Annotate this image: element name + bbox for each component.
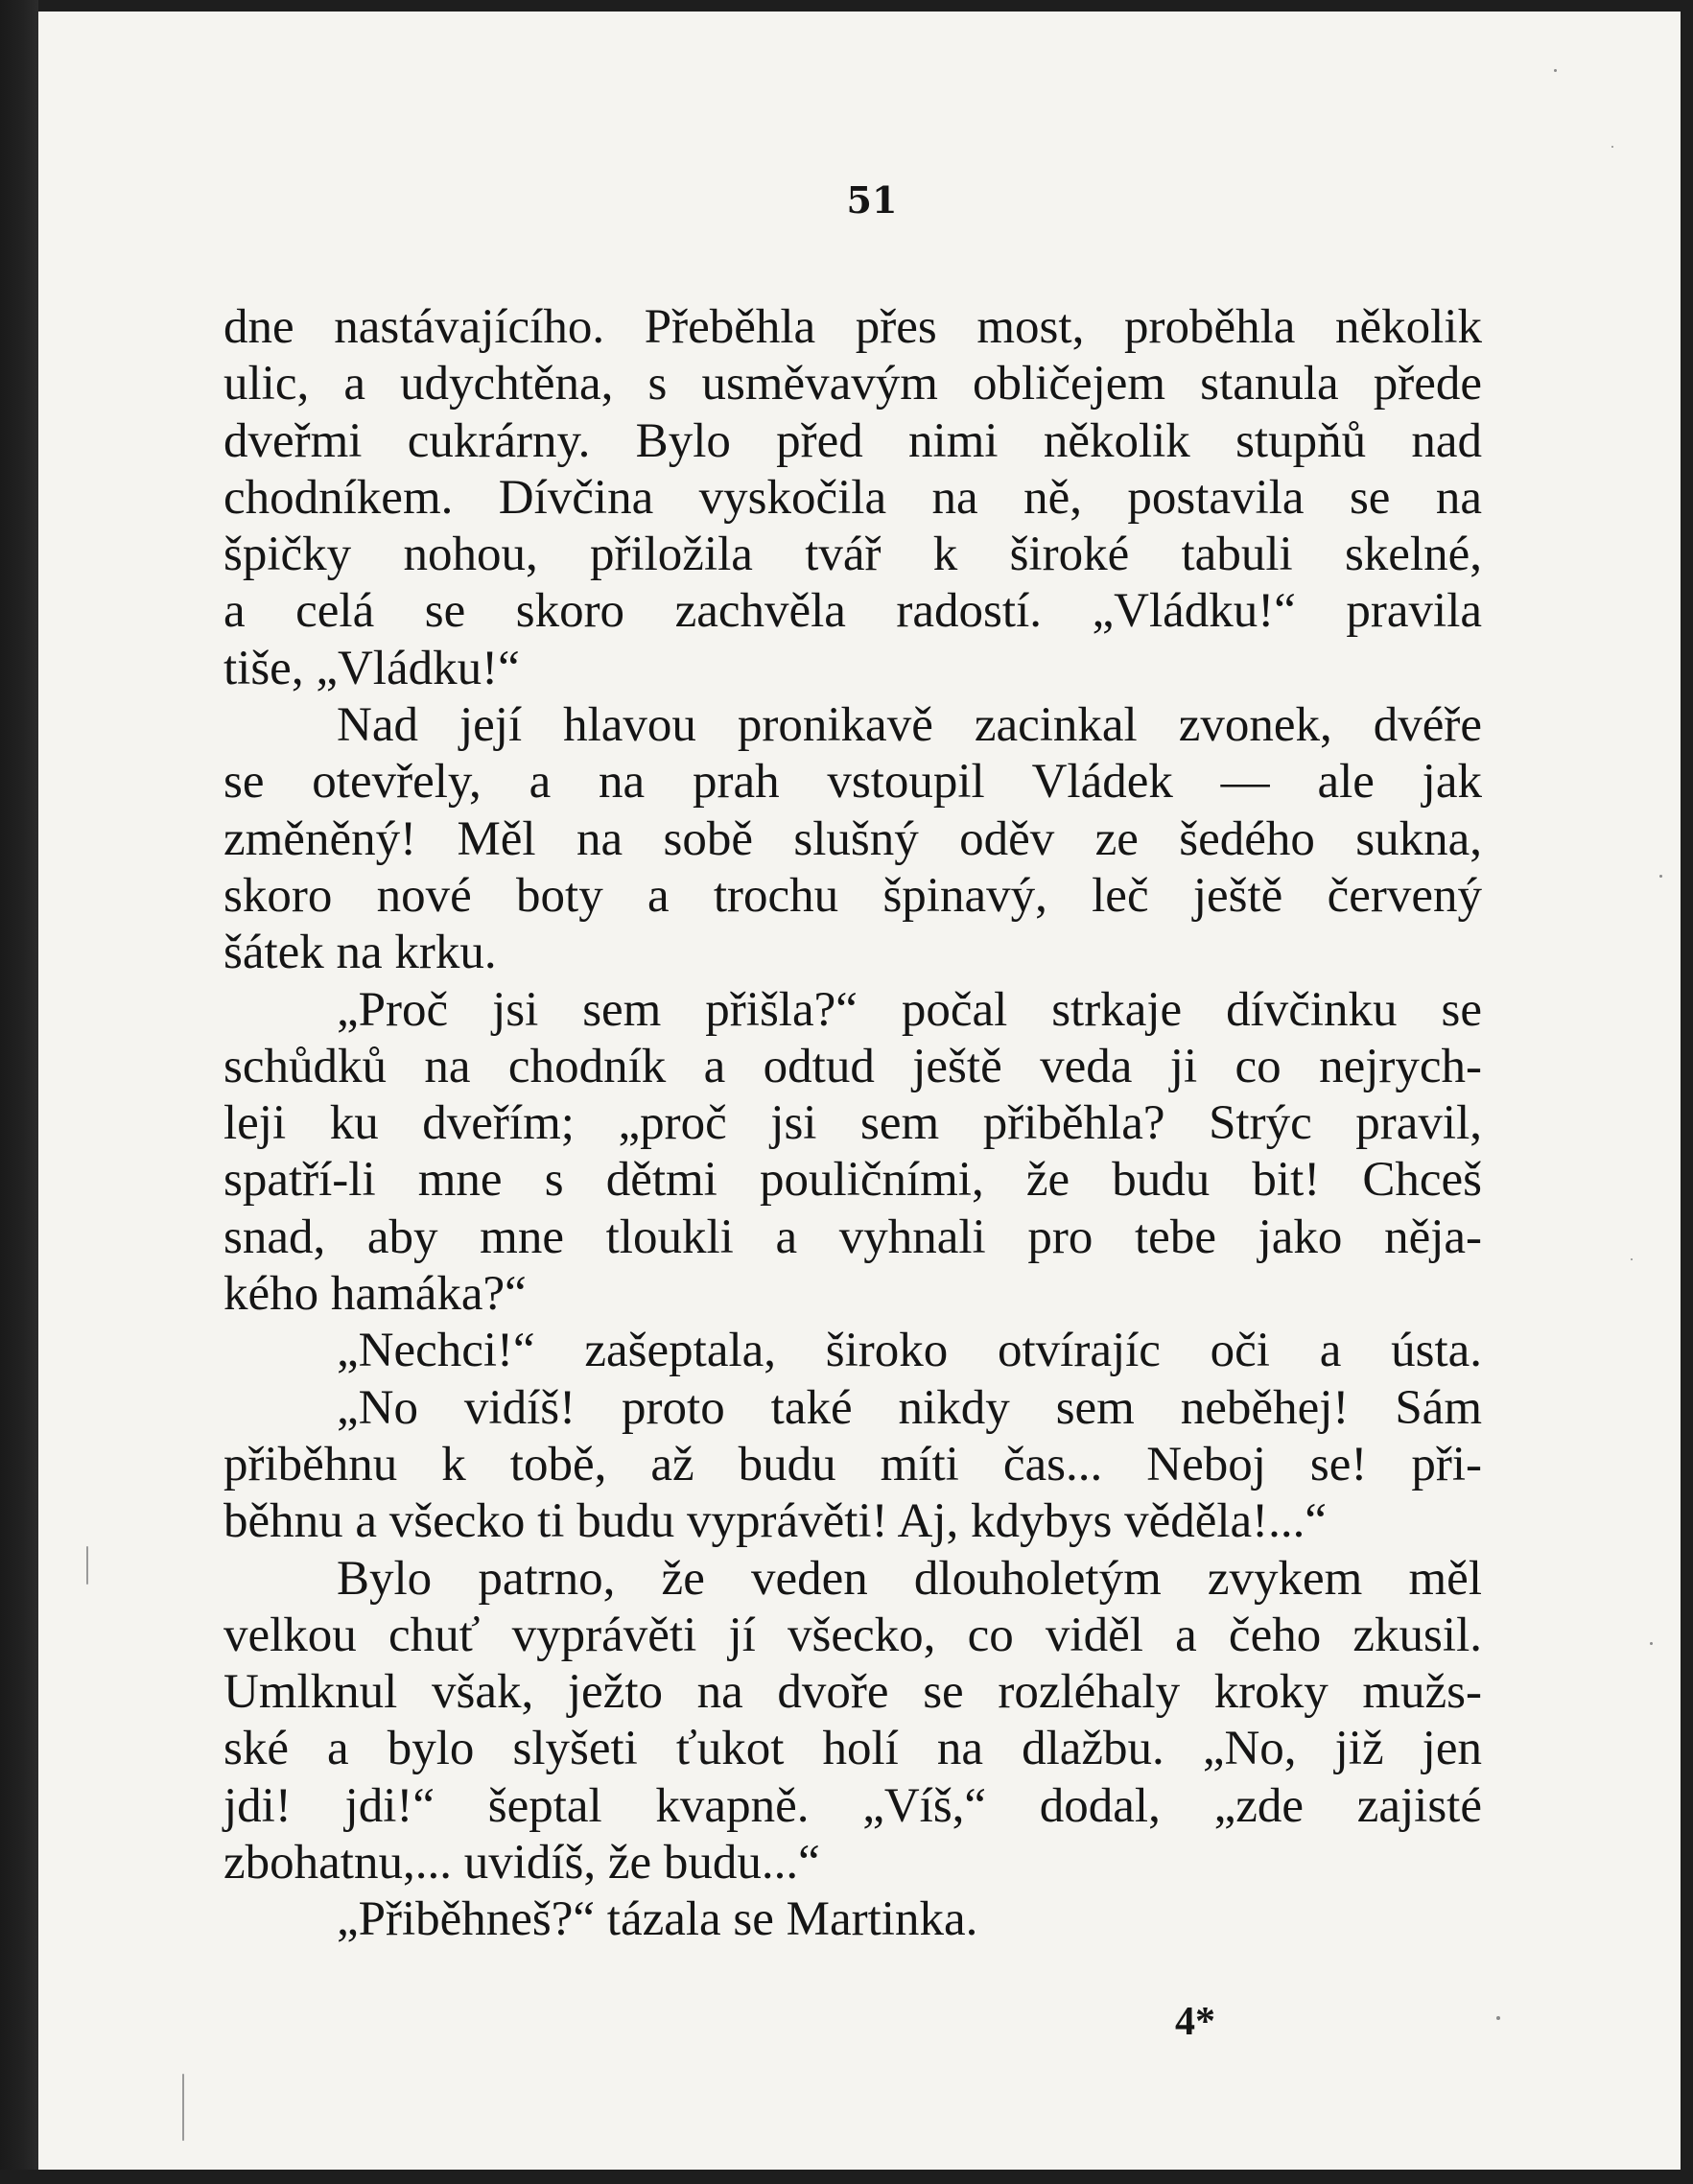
- scan-border-top: [0, 0, 1693, 12]
- body-text: [223, 299, 1482, 1949]
- text-line: velkou chuť vyprávěti jí všecko, co viděl a čeho zkusil.: [223, 1608, 1482, 1662]
- speck: [182, 2074, 184, 2141]
- book-page: [38, 12, 1681, 2170]
- speck: [86, 1546, 88, 1585]
- text-line: změněný! Měl na sobě slušný oděv ze šedého sukna,: [223, 811, 1482, 866]
- text-line: a celá se skoro zachvěla radostí. „Vládku!“ pravila: [223, 584, 1482, 639]
- speck: [1631, 1258, 1633, 1260]
- text-line: kého hamáka?“: [223, 1267, 527, 1322]
- speck: [1496, 2016, 1500, 2020]
- text-line: běhnu a všecko ti budu vyprávěti! Aj, kdybys věděla!...“: [223, 1494, 1328, 1549]
- text-line: přiběhnu k tobě, až budu míti čas... Neboj se! při-: [223, 1437, 1482, 1491]
- text-line: tiše, „Vládku!“: [223, 641, 520, 695]
- text-line: „No vidíš! proto také nikdy sem neběhej! Sám: [337, 1380, 1482, 1435]
- text-line: se otevřely, a na prah vstoupil Vládek — ale jak: [223, 755, 1482, 810]
- text-line: špičky nohou, přiložila tvář k široké tabuli skelné,: [223, 528, 1482, 582]
- text-line: Umlknul však, ježto na dvoře se rozléhaly kroky mužs-: [223, 1665, 1482, 1720]
- text-line: „Nechci!“ zašeptala, široko otvírajíc oči a ústa.: [337, 1324, 1482, 1378]
- text-line: spatří-li mne s dětmi pouličními, že budu bit! Chceš: [223, 1153, 1482, 1208]
- text-line: „Proč jsi sem přišla?“ počal strkaje dívčinku se: [337, 982, 1482, 1037]
- signature-mark: 4*: [1175, 2000, 1215, 2044]
- speck: [1650, 1642, 1653, 1645]
- text-line: Nad její hlavou pronikavě zacinkal zvonek, dvéře: [337, 698, 1482, 753]
- scan-border-right: [1681, 0, 1693, 2184]
- text-line: ulic, a udychtěna, s usměvavým obličejem stanula přede: [223, 357, 1482, 411]
- text-line: dveřmi cukrárny. Bylo před nimi několik stupňů nad: [223, 413, 1482, 468]
- text-line: dne nastávajícího. Přeběhla přes most, proběhla několik: [223, 300, 1482, 354]
- scan-border-left: [0, 0, 38, 2184]
- speck: [1554, 69, 1557, 72]
- text-line: zbohatnu,... uvidíš, že budu...“: [223, 1836, 820, 1890]
- page-number: 51: [846, 178, 898, 222]
- text-line: jdi! jdi!“ šeptal kvapně. „Víš,“ dodal, „zde zajisté: [223, 1778, 1482, 1833]
- text-line: skoro nové boty a trochu špinavý, leč ještě červený: [223, 868, 1482, 923]
- speck: [1659, 875, 1662, 878]
- text-line: Bylo patrno, že veden dlouholetým zvykem měl: [337, 1551, 1482, 1606]
- text-line: chodníkem. Dívčina vyskočila na ně, postavila se na: [223, 470, 1482, 525]
- text-line: ské a bylo slyšeti ťukot holí na dlažbu. „No, již jen: [223, 1722, 1482, 1776]
- text-line: šátek na krku.: [223, 926, 497, 980]
- text-line: schůdků na chodník a odtud ještě veda ji co nejrych-: [223, 1039, 1482, 1093]
- text-line: „Přiběhneš?“ tázala se Martinka.: [337, 1892, 978, 1947]
- scan-border-bottom: [0, 2170, 1693, 2184]
- text-line: snad, aby mne tloukli a vyhnali pro tebe jako něja-: [223, 1209, 1482, 1264]
- speck: [1611, 146, 1613, 148]
- text-line: leji ku dveřím; „proč jsi sem přiběhla? Strýc pravil,: [223, 1096, 1482, 1151]
